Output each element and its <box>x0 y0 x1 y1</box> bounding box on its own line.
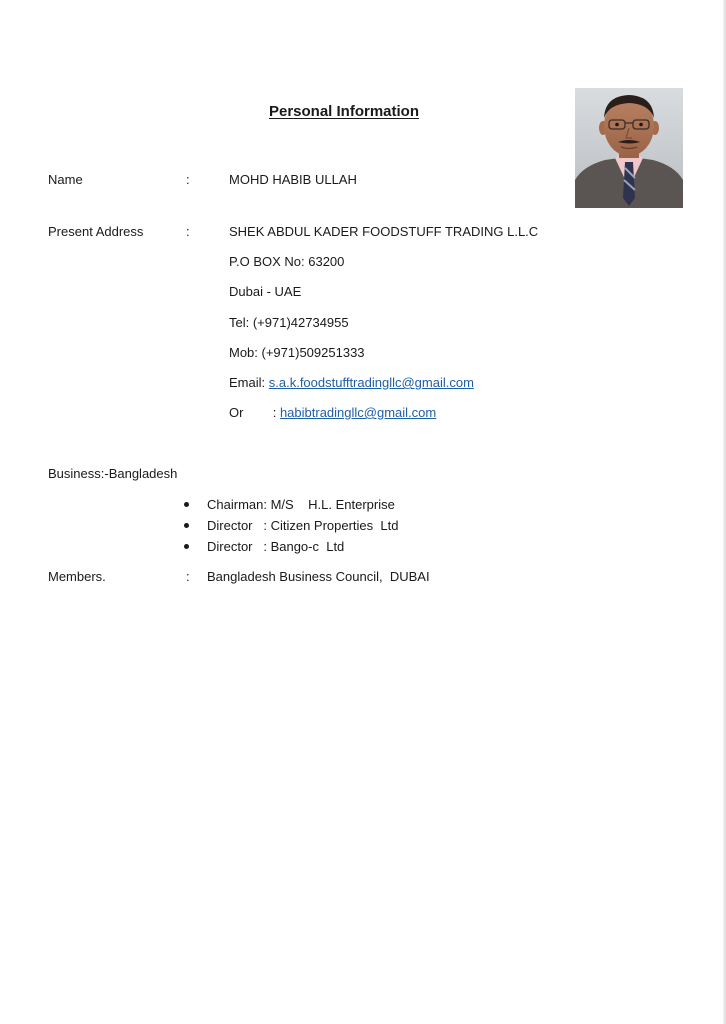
business-item-director-bango: Director : Bango-c Ltd <box>207 539 345 554</box>
business-item-director-citizen: Director : Citizen Properties Ltd <box>207 518 399 533</box>
profile-photo <box>575 88 683 208</box>
business-item-chairman: Chairman: M/S H.L. Enterprise <box>207 497 395 512</box>
alt-email-link[interactable]: habibtradingllc@gmail.com <box>279 405 437 420</box>
present-address-colon: : <box>186 224 190 239</box>
members-colon: : <box>186 569 190 584</box>
email-label: Email: <box>229 375 266 390</box>
members-label: Members. <box>48 569 106 584</box>
members-value: Bangladesh Business Council, DUBAI <box>207 569 430 584</box>
alt-email-row <box>229 405 436 421</box>
name-colon: : <box>186 172 190 187</box>
or-label: Or <box>229 405 244 420</box>
present-address-label: Present Address <box>48 224 144 239</box>
name-label: Name <box>48 172 83 187</box>
page-title: Personal Information <box>268 103 420 120</box>
address-company: SHEK ABDUL KADER FOODSTUFF TRADING L.L.C <box>229 224 539 239</box>
bullet-icon <box>184 544 189 549</box>
name-value: MOHD HABIB ULLAH <box>229 172 357 187</box>
bullet-icon <box>184 502 189 507</box>
bullet-icon <box>184 523 189 528</box>
email-link[interactable]: s.a.k.foodstufftradingllc@gmail.com <box>268 375 474 390</box>
address-po-box: P.O BOX No: 63200 <box>229 254 345 269</box>
address-tel: Tel: (+971)42734955 <box>229 315 349 330</box>
or-colon: : <box>272 405 277 420</box>
email-row <box>229 375 474 391</box>
address-mob: Mob: (+971)509251333 <box>229 345 365 360</box>
business-heading: Business:-Bangladesh <box>48 466 178 481</box>
address-city: Dubai - UAE <box>229 284 302 299</box>
